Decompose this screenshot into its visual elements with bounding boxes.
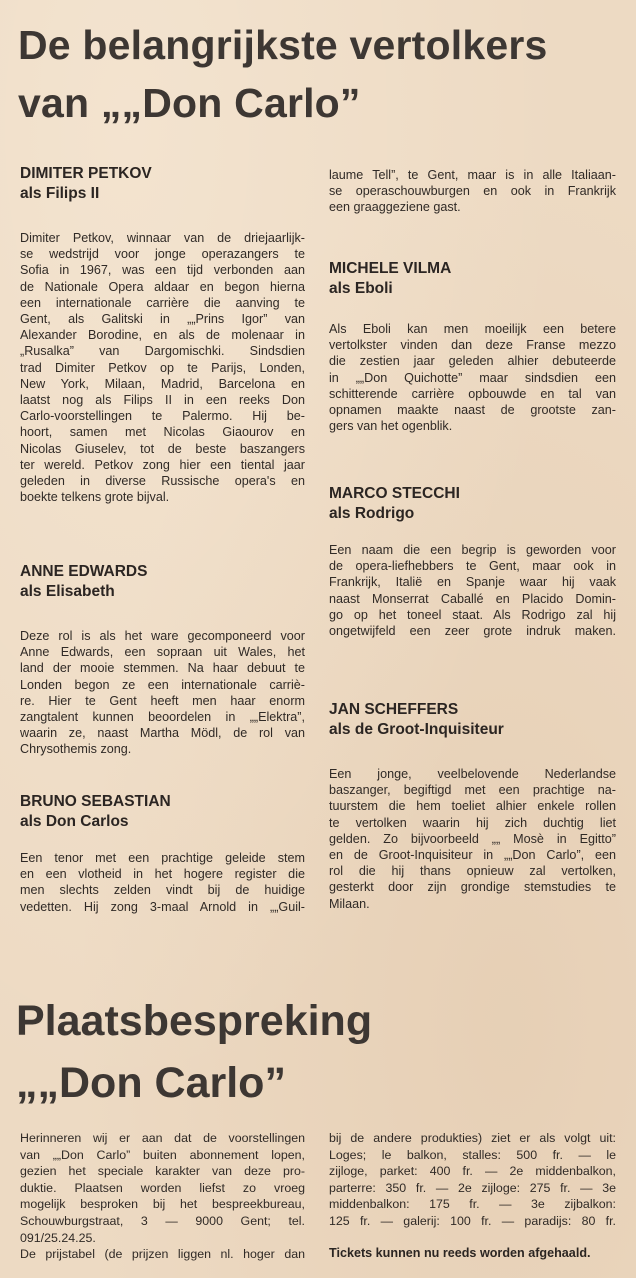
bio-line: geleden in diverse Russische opera's en — [20, 474, 305, 489]
bio-line: Een jonge, veelbelovende Nederlandse — [329, 767, 616, 781]
price-line: parterre: 350 fr. — 2e zijloge: 275 fr. — 3e — [329, 1180, 616, 1195]
bio-line: waarin ze, naast Martha Mödl, de rol van — [20, 726, 305, 741]
bio-line: schitterende carrière opbouwde en tal van — [329, 386, 616, 401]
price-line: bij de andere produkties) ziet er als volgt uit: — [329, 1131, 616, 1145]
bio-line: Gent, als Galitski in „„Prins Igor” van — [20, 312, 305, 327]
singer-role: als Eboli — [329, 280, 393, 297]
bio-line: New York, Milaan, Madrid, Barcelona en — [20, 376, 305, 391]
article-stecchi — [329, 484, 616, 639]
bio-line: go op het toneel staat. Als Rodrigo zal hij — [329, 607, 616, 622]
article-scheffers — [329, 700, 616, 912]
bio-line: Frankrijk, Italië en Spanje waar hij vaak — [329, 575, 616, 590]
bio-line: se wedstrijd voor jonge operazangers te — [20, 247, 305, 262]
bio-line: gelden. Zo bijvoorbeeld „„ Mosè in Egitto” — [329, 831, 616, 846]
singer-name: DIMITER PETKOV — [20, 165, 152, 182]
price-line: Loges; le balkon, stalles: 500 fr. — le — [329, 1147, 616, 1162]
bio-line: se operaschouwburgen en ook in Frankrijk — [329, 184, 616, 199]
article-sebastian-continued — [329, 167, 616, 216]
bio-line: hoort, samen met Nicolas Giaourov en — [20, 425, 305, 440]
bio-line: laatst nog als Filips II in een reeks Don — [20, 393, 305, 408]
singer-name: MICHELE VILMA — [329, 260, 452, 277]
singer-bio — [20, 230, 305, 505]
singer-bio — [329, 321, 616, 434]
page-headline — [18, 16, 628, 132]
singer-role: als Rodrigo — [329, 505, 415, 522]
bio-line: men slechts zelden vindt bij de huidige — [20, 883, 305, 898]
bio-line: Een naam die een begrip is geworden voor — [329, 543, 616, 557]
bio-line: Een tenor met een prachtige geleide stem — [20, 851, 305, 865]
bio-line: gers van het ogenblik. — [329, 419, 453, 434]
bio-line: Alexander Borodine, en als de molenaar in — [20, 328, 305, 343]
bio-line: de opera-liefhebbers te Gent, maar ook in — [329, 559, 616, 574]
bio-line: Nicolas Giuselev, tot de beste baszangers — [20, 441, 305, 456]
singer-role: als Elisabeth — [20, 583, 115, 600]
singer-role: als Filips II — [20, 185, 100, 202]
singer-bio — [329, 542, 616, 639]
bio-line: naast Monserrat Caballé en Placido Domin- — [329, 591, 616, 606]
singer-name: BRUNO SEBASTIAN — [20, 793, 171, 810]
bio-line: Milaan. — [329, 896, 370, 911]
bio-line: trad Dimiter Petkov op te Parijs, Londen, — [20, 360, 305, 375]
booking-line: 091/25.24.25. — [20, 1230, 96, 1245]
bio-line: en de Groot-Inquisiteur in „„Don Carlo”, een — [329, 848, 616, 863]
bio-line: de Nationale Opera aldaar en begon hierna — [20, 279, 305, 294]
bio-line: rol die hij thans opnieuw zal vertolken, — [329, 864, 616, 879]
bio-line: „Rusalka” van Dargomischki. Sindsdien — [20, 344, 305, 359]
bio-line: vertolkster vinden dan deze Franse mezzo — [329, 338, 616, 353]
bio-line: land der mooie stemmen. Na haar debuut te — [20, 661, 305, 676]
article-petkov — [20, 164, 305, 505]
bio-line: zangtalent kunnen beoordelen in „„Elektra”, — [20, 710, 305, 725]
bio-line: in „„Don Quichotte” maar sindsdien een — [329, 370, 616, 385]
bio-line: laume Tell”, te Gent, maar is in alle Italiaan- — [329, 168, 616, 182]
booking-text-left — [20, 1130, 305, 1263]
bio-line: Sofia in 1967, was een tijd verbonden aan — [20, 263, 305, 278]
bio-line: opnamen maakte naast de grootste zan- — [329, 403, 616, 418]
bio-line: een graaggeziene gast. — [329, 200, 461, 215]
article-sebastian — [20, 792, 305, 915]
bio-line: re. Hier te Gent heeft men haar enorm — [20, 693, 305, 708]
singer-bio — [20, 628, 305, 758]
booking-line: De prijstabel (de prijzen liggen nl. hoger dan — [20, 1247, 305, 1262]
price-line: middenbalkon: 175 fr. — 3e zijbalkon: — [329, 1197, 616, 1212]
price-line: zijloge, parket: 400 fr. — 2e middenbalkon, — [329, 1164, 616, 1179]
article-edwards — [20, 562, 305, 758]
bio-line: Als Eboli kan men moeilijk een betere — [329, 322, 616, 336]
bio-line: Carlo-voorstellingen te Palermo. Hij be- — [20, 409, 305, 424]
singer-name: JAN SCHEFFERS — [329, 701, 459, 718]
bio-line: Chrysothemis zong. — [20, 742, 132, 757]
singer-role: als Don Carlos — [20, 813, 129, 830]
bio-line: ter wereld. Petkov zong hier een tiental jaar — [20, 457, 305, 472]
bio-line: en een vlotheid in het hogere register die — [20, 867, 305, 882]
singer-bio — [329, 766, 616, 912]
booking-text-right — [329, 1130, 616, 1230]
bio-line: die zestien jaar geleden alhier debuteerde — [329, 354, 616, 369]
bio-line: baszanger, begiftigd met een prachtige na- — [329, 783, 616, 798]
bio-line: een internationale carrière die aanving te — [20, 295, 305, 310]
booking-line: gezien het speciale karakter van deze pro- — [20, 1164, 305, 1179]
booking-line: Schouwburgstraat, 3 — 9000 Gent; tel. — [20, 1213, 305, 1228]
bio-line: Anne Edwards, een sopraan uit Wales, het — [20, 645, 305, 660]
booking-paragraph — [20, 1130, 305, 1263]
headline-line-1: De belangrijkste vertolkers — [18, 22, 548, 68]
singer-bio — [20, 850, 305, 915]
bio-line: gesterkt door zijn grondige stemstudies te — [329, 880, 616, 895]
price-line: 125 fr. — galerij: 100 fr. — paradijs: 80 fr. — [329, 1213, 616, 1228]
section-headline — [16, 990, 616, 1114]
bio-line: boekte telkens grote bijval. — [20, 490, 170, 505]
bio-line: tuurstem die hem toeliet alhier enkele rollen — [329, 799, 616, 814]
article-vilma — [329, 259, 616, 434]
section-headline-line-1: Plaatsbespreking — [16, 997, 373, 1045]
bio-line: te vertolken waarin hij zich duchtig liet — [329, 815, 616, 830]
booking-line: duktie. Plaatsen worden liefst zo vroeg — [20, 1180, 305, 1195]
booking-line: mogelijk besproken bij het bespreekbureau, — [20, 1197, 305, 1212]
bio-line: Dimiter Petkov, winnaar van de driejaarlijk- — [20, 231, 305, 245]
singer-role: als de Groot-Inquisiteur — [329, 721, 504, 738]
bio-line: Londen begon ze een internationale carriè- — [20, 677, 305, 692]
booking-line: van „„Don Carlo” buiten abonnement lopen, — [20, 1147, 305, 1162]
section-headline-line-2: „„Don Carlo” — [16, 1059, 286, 1107]
singer-name: ANNE EDWARDS — [20, 563, 148, 580]
bio-line: ongetwijfeld een zeer grote indruk maken. — [329, 624, 616, 639]
booking-line: Herinneren wij er aan dat de voorstellingen — [20, 1131, 305, 1145]
singer-name: MARCO STECCHI — [329, 485, 460, 502]
bio-line: Deze rol is als het ware gecomponeerd voor — [20, 629, 305, 643]
price-table — [329, 1130, 616, 1230]
singer-bio-continued — [329, 167, 616, 216]
bio-line: vedetten. Hij zong 3-maal Arnold in „„Guil- — [20, 899, 305, 914]
tickets-note: Tickets kunnen nu reeds worden afgehaald. — [329, 1246, 591, 1260]
headline-line-2: van „„Don Carlo” — [18, 80, 361, 126]
